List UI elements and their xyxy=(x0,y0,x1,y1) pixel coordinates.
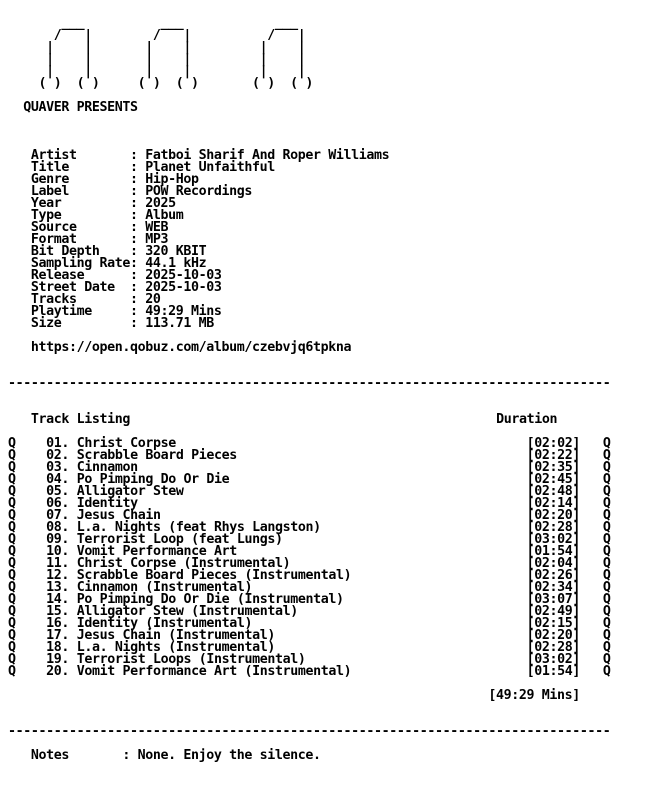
track-number: 08. xyxy=(46,520,70,535)
track-duration: [03:02] xyxy=(526,652,580,667)
info-row: Tracks : 20 xyxy=(30,292,161,307)
info-value: Fatboi Sharif And Roper Williams xyxy=(145,148,390,163)
blank-line xyxy=(8,126,611,138)
track-number: 19. xyxy=(46,652,70,667)
ascii-logo-text: | | | | | | xyxy=(8,52,306,67)
track-duration: [02:28] xyxy=(526,520,580,535)
album-url: https://open.qobuz.com/album/czebvjq6tpkna xyxy=(30,340,352,355)
track-number: 11. xyxy=(46,556,70,571)
blank-line xyxy=(8,390,611,402)
track-number: 16. xyxy=(46,616,70,631)
info-row: Release : 2025-10-03 xyxy=(30,268,222,283)
track-marker-right: Q xyxy=(602,544,611,559)
track-number: 17. xyxy=(46,628,70,643)
track-title: Po Pimping Do Or Die (Instrumental) xyxy=(76,592,344,607)
track-marker-left: Q xyxy=(8,520,16,535)
track-marker-left: Q xyxy=(8,616,16,631)
track-title: Christ Corpse xyxy=(76,436,176,451)
track-duration: [02:48] xyxy=(526,484,580,499)
track-duration: [02:49] xyxy=(526,604,580,619)
info-value: 113.71 MB xyxy=(145,316,214,331)
ascii-logo-text: ___ ___ ___ xyxy=(8,16,298,31)
info-row: Label : POW Recordings xyxy=(30,184,253,199)
track-duration: [02:02] xyxy=(526,436,580,451)
track-duration: [02:34] xyxy=(526,580,580,595)
track-duration: [03:02] xyxy=(526,532,580,547)
info-value: Hip-Hop xyxy=(145,172,199,187)
track-marker-right: Q xyxy=(602,556,611,571)
ascii-logo-text: / | / | / | xyxy=(8,28,306,43)
info-label: Artist xyxy=(30,148,77,163)
track-number: 09. xyxy=(46,532,70,547)
track-marker-right: Q xyxy=(602,460,611,475)
info-row: Bit Depth : 320 KBIT xyxy=(30,244,207,259)
track-number: 14. xyxy=(46,592,70,607)
track-marker-left: Q xyxy=(8,664,16,679)
track-number: 06. xyxy=(46,496,70,511)
info-label: Playtime xyxy=(30,304,92,319)
track-title: Terrorist Loop (feat Lungs) xyxy=(76,532,283,547)
track-marker-left: Q xyxy=(8,556,16,571)
track-marker-left: Q xyxy=(8,640,16,655)
track-title: Cinnamon xyxy=(76,460,138,475)
track-marker-left: Q xyxy=(8,604,16,619)
track-title: Jesus Chain xyxy=(76,508,161,523)
track-marker-right: Q xyxy=(602,640,611,655)
track-marker-right: Q xyxy=(602,628,611,643)
track-duration: [02:20] xyxy=(526,628,580,643)
info-value: 320 KBIT xyxy=(145,244,207,259)
info-label: Tracks xyxy=(30,292,77,307)
track-marker-right: Q xyxy=(602,484,611,499)
ascii-logo-text: | | | | | | xyxy=(8,64,306,79)
track-number: 15. xyxy=(46,604,70,619)
info-value: 49:29 Mins xyxy=(145,304,222,319)
info-label: Year xyxy=(30,196,62,211)
info-value: Planet Unfaithful xyxy=(145,160,275,175)
track-marker-right: Q xyxy=(602,532,611,547)
track-number: 12. xyxy=(46,568,70,583)
track-title: Identity xyxy=(76,496,138,511)
track-marker-left: Q xyxy=(8,532,16,547)
presents-heading xyxy=(8,102,611,114)
track-duration: [02:35] xyxy=(526,460,580,475)
info-row: Format : MP3 xyxy=(30,232,169,247)
track-title: Christ Corpse (Instrumental) xyxy=(76,556,291,571)
track-title: Vomit Performance Art (Instrumental) xyxy=(76,664,352,679)
total-playtime: [49:29 Mins] xyxy=(488,688,580,703)
info-value: 2025 xyxy=(145,196,176,211)
tracklist-header xyxy=(8,414,611,426)
blank-line xyxy=(8,702,611,714)
track-marker-left: Q xyxy=(8,436,16,451)
track-title: L.a. Nights (feat Rhys Langston) xyxy=(76,520,321,535)
info-value: 20 xyxy=(145,292,161,307)
track-duration: [02:20] xyxy=(526,508,580,523)
tracklist-header-right: Duration xyxy=(496,412,558,427)
track-marker-left: Q xyxy=(8,580,16,595)
info-row: Artist : Fatboi Sharif And Roper Williams xyxy=(30,148,390,163)
info-row: Street Date : 2025-10-03 xyxy=(30,280,222,295)
info-row: Source : WEB xyxy=(30,220,169,235)
track-number: 13. xyxy=(46,580,70,595)
track-title: L.a. Nights (Instrumental) xyxy=(76,640,275,655)
track-title: Scrabble Board Pieces xyxy=(76,448,237,463)
ascii-logo-text: ( ) ( ) ( ) ( ) ( ) ( ) xyxy=(8,76,314,91)
info-value: 44.1 kHz xyxy=(145,256,207,271)
track-title: Terrorist Loops (Instrumental) xyxy=(76,652,306,667)
track-title: Vomit Performance Art xyxy=(76,544,237,559)
info-label: Release xyxy=(30,268,85,283)
track-marker-right: Q xyxy=(602,472,611,487)
info-value: POW Recordings xyxy=(145,184,253,199)
blank-line xyxy=(8,354,611,366)
track-duration: [02:15] xyxy=(526,616,580,631)
track-title: Scrabble Board Pieces (Instrumental) xyxy=(76,568,352,583)
track-marker-right: Q xyxy=(602,580,611,595)
track-marker-left: Q xyxy=(8,568,16,583)
track-row xyxy=(8,666,611,678)
track-marker-right: Q xyxy=(602,616,611,631)
track-duration: [02:14] xyxy=(526,496,580,511)
info-label: Size xyxy=(30,316,62,331)
track-marker-right: Q xyxy=(602,652,611,667)
info-value: 2025-10-03 xyxy=(145,268,222,283)
notes-row: Notes : None. Enjoy the silence. xyxy=(30,748,321,763)
track-number: 18. xyxy=(46,640,70,655)
track-marker-left: Q xyxy=(8,592,16,607)
track-duration: [02:26] xyxy=(526,568,580,583)
track-marker-left: Q xyxy=(8,472,16,487)
track-marker-left: Q xyxy=(8,460,16,475)
info-row: Year : 2025 xyxy=(30,196,176,211)
blank-line xyxy=(8,114,611,126)
info-row: Title : Planet Unfaithful xyxy=(30,160,275,175)
info-row: Type : Album xyxy=(30,208,184,223)
track-duration: [02:22] xyxy=(526,448,580,463)
info-label: Bit Depth xyxy=(30,244,100,259)
info-label: Sampling Rate xyxy=(30,256,131,271)
track-marker-right: Q xyxy=(602,436,611,451)
track-number: 10. xyxy=(46,544,70,559)
ascii-logo-row xyxy=(8,78,611,90)
total-playtime-row xyxy=(8,690,611,702)
info-value: WEB xyxy=(145,220,169,235)
track-title: Alligator Stew (Instrumental) xyxy=(76,604,298,619)
info-label: Street Date xyxy=(30,280,115,295)
info-value: 2025-10-03 xyxy=(145,280,222,295)
info-label: Type xyxy=(30,208,62,223)
track-number: 02. xyxy=(46,448,70,463)
track-number: 07. xyxy=(46,508,70,523)
track-marker-right: Q xyxy=(602,448,611,463)
track-title: Jesus Chain (Instrumental) xyxy=(76,628,275,643)
track-duration: [03:07] xyxy=(526,592,580,607)
info-row: Size : 113.71 MB xyxy=(30,316,214,331)
info-value: MP3 xyxy=(145,232,169,247)
track-marker-left: Q xyxy=(8,484,16,499)
track-marker-right: Q xyxy=(602,508,611,523)
info-row: Genre : Hip-Hop xyxy=(30,172,199,187)
info-row: Playtime : 49:29 Mins xyxy=(30,304,222,319)
track-duration: [01:54] xyxy=(526,544,580,559)
separator: ------------------------------------------------------------------------------- xyxy=(8,376,611,391)
track-duration: [01:54] xyxy=(526,664,580,679)
info-label: Label xyxy=(30,184,70,199)
track-marker-right: Q xyxy=(602,604,611,619)
info-label: Genre xyxy=(30,172,70,187)
track-number: 03. xyxy=(46,460,70,475)
track-marker-right: Q xyxy=(602,496,611,511)
ascii-logo-text: | | | | | | xyxy=(8,40,306,55)
track-duration: [02:04] xyxy=(526,556,580,571)
info-label: Title xyxy=(30,160,70,175)
track-marker-left: Q xyxy=(8,652,16,667)
track-title: Cinnamon (Instrumental) xyxy=(76,580,253,595)
album-url-row xyxy=(8,342,611,354)
track-duration: [02:28] xyxy=(526,640,580,655)
track-marker-left: Q xyxy=(8,508,16,523)
track-number: 20. xyxy=(46,664,70,679)
track-marker-left: Q xyxy=(8,628,16,643)
track-marker-left: Q xyxy=(8,496,16,511)
track-number: 04. xyxy=(46,472,70,487)
info-row: Sampling Rate: 44.1 kHz xyxy=(30,256,207,271)
track-number: 01. xyxy=(46,436,70,451)
track-marker-right: Q xyxy=(602,568,611,583)
track-marker-right: Q xyxy=(602,664,611,679)
nfo-document xyxy=(8,6,611,762)
track-title: Alligator Stew xyxy=(76,484,184,499)
info-label: Source xyxy=(30,220,77,235)
track-duration: [02:45] xyxy=(526,472,580,487)
info-value: Album xyxy=(145,208,184,223)
info-label: Format xyxy=(30,232,77,247)
track-marker-right: Q xyxy=(602,520,611,535)
tracklist-header-left: Track Listing xyxy=(30,412,131,427)
track-number: 05. xyxy=(46,484,70,499)
track-title: Po Pimping Do Or Die xyxy=(76,472,230,487)
track-marker-left: Q xyxy=(8,448,16,463)
notes-label: Notes xyxy=(30,748,70,763)
presents-text: QUAVER PRESENTS xyxy=(23,100,138,115)
track-marker-left: Q xyxy=(8,544,16,559)
notes-value: None. Enjoy the silence. xyxy=(137,748,321,763)
track-title: Identity (Instrumental) xyxy=(76,616,253,631)
separator: ------------------------------------------------------------------------------- xyxy=(8,724,611,739)
track-marker-right: Q xyxy=(602,592,611,607)
